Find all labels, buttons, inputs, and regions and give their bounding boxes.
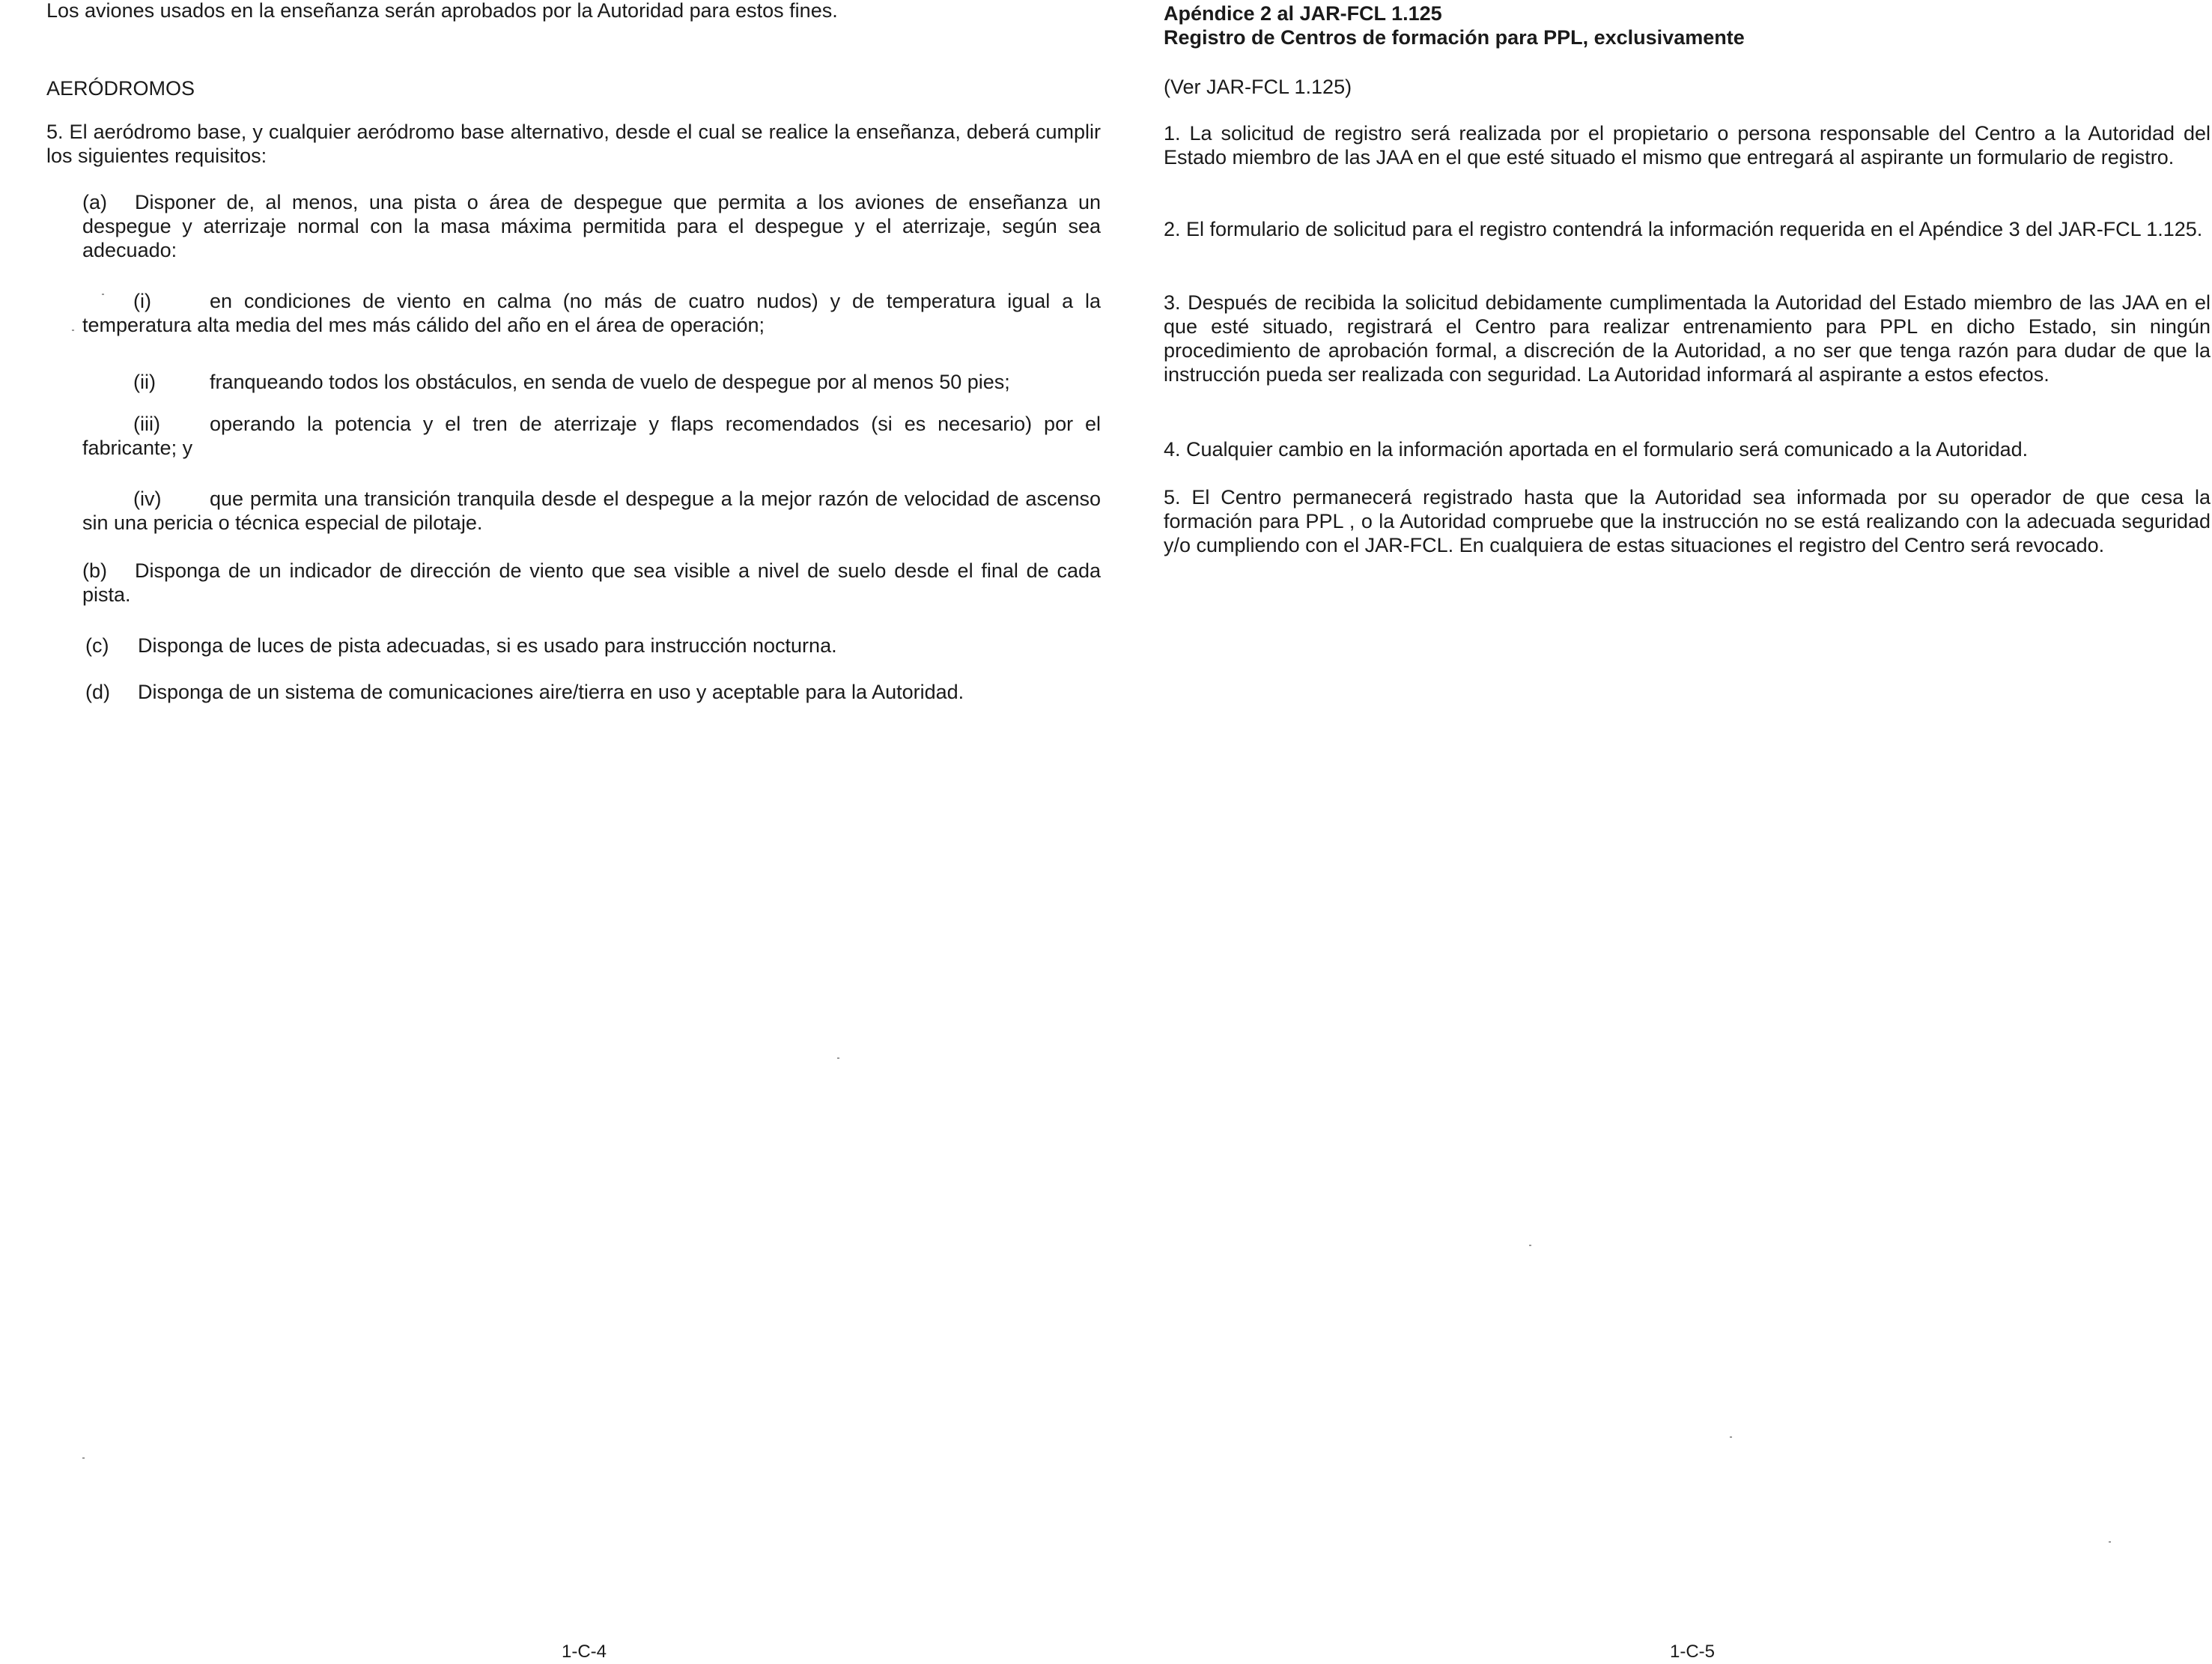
- item-c-text: Disponga de luces de pista adecuadas, si es usado para instrucción nocturna.: [138, 634, 837, 657]
- appendix-title: Apéndice 2 al JAR-FCL 1.125: [1164, 2, 1442, 25]
- item-d-text: Disponga de un sistema de comunicaciones aire/tierra en uso y aceptable para la Autoridad.: [138, 681, 964, 703]
- paragraph-5: 5. El aeródromo base, y cualquier aeródromo base alternativo, desde el cual se realice la enseñanza, deberá cumplir los siguientes requisitos:: [46, 121, 1101, 167]
- item-d-marker: (d): [85, 681, 110, 703]
- left-page: [46, 0, 1101, 1664]
- item-b: [82, 559, 1101, 607]
- paragraph-4: 4. Cualquier cambio en la información aportada en el formulario será comunicado a la Autoridad.: [1164, 438, 2029, 461]
- sub-item-ii-text: franqueando todos los obstáculos, en senda de vuelo de despegue por al menos 50 pies;: [210, 371, 1010, 393]
- page-number-left: 1-C-4: [562, 1642, 607, 1662]
- scan-speck: [72, 330, 74, 331]
- item-b-marker: (b): [82, 559, 107, 582]
- item-b-text: Disponga de un indicador de dirección de viento que sea visible a nivel de suelo desde el final de cada pista.: [82, 559, 1101, 606]
- sub-item-ii-marker: (ii): [133, 371, 156, 393]
- right-page: [1164, 0, 2211, 1664]
- sub-item-i-text: en condiciones de viento en calma (no más de cuatro nudos) y de temperatura igual a la temperatura alta media del mes más cálido del año en el área de operación;: [82, 290, 1101, 336]
- intro-paragraph: Los aviones usados en la enseñanza serán aprobados por la Autoridad para estos fines.: [46, 0, 838, 22]
- scan-speck: [102, 294, 104, 295]
- sub-item-iv-marker: (iv): [133, 488, 162, 510]
- paragraph-2: 2. El formulario de solicitud para el registro contendrá la información requerida en el Apéndice 3 del JAR-FCL 1.125.: [1164, 218, 2203, 240]
- sub-item-iv: [82, 487, 1101, 535]
- paragraph-1: 1. La solicitud de registro será realizada por el propietario o persona responsable del Centro a la Autoridad del Estado miembro de las JAA en el que esté situado el mismo que entregará al aspirante un formulario de registro.: [1164, 122, 2211, 168]
- item-a-text: Disponer de, al menos, una pista o área de despegue que permita a los aviones de enseñanza un despegue y aterrizaje normal con la masa máxima permitida para el despegue y el aterrizaje, según sea adecuado:: [82, 191, 1101, 261]
- item-a: [82, 190, 1101, 262]
- item-c-marker: (c): [85, 634, 109, 657]
- sub-item-i-marker: (i): [133, 290, 151, 312]
- reference-note: (Ver JAR-FCL 1.125): [1164, 76, 1352, 98]
- section-heading: AERÓDROMOS: [46, 77, 195, 100]
- page-number-right: 1-C-5: [1670, 1642, 1716, 1662]
- scan-speck: [82, 1457, 85, 1459]
- sub-item-iii-marker: (iii): [133, 413, 160, 435]
- paragraph-5-right: 5. El Centro permanecerá registrado hasta que la Autoridad sea informada por su operador de que cesa la formación para PPL , o la Autoridad compruebe que la instrucción no se está realizando con la adecuada seguridad y/o cumpliendo con el JAR-FCL. En cualquiera de estas situaciones el registro del Centro será revocado.: [1164, 486, 2211, 556]
- item-a-marker: (a): [82, 191, 107, 213]
- sub-item-i: [82, 289, 1101, 337]
- sub-item-iii-text: operando la potencia y el tren de aterrizaje y flaps recomendados (si es necesario) por el fabricante; y: [82, 413, 1101, 459]
- sub-item-ii: [82, 370, 1101, 394]
- sub-item-iv-text: que permita una transición tranquila desde el despegue a la mejor razón de velocidad de ascenso sin una pericia o técnica especial de pilotaje.: [82, 488, 1101, 534]
- item-c: [85, 634, 1101, 658]
- scan-speck: [837, 1057, 839, 1059]
- scan-speck: [1730, 1436, 1732, 1438]
- scan-speck: [2109, 1541, 2111, 1543]
- sub-item-iii: [82, 412, 1101, 460]
- scan-speck: [1529, 1245, 1531, 1246]
- paragraph-3: 3. Después de recibida la solicitud debidamente cumplimentada la Autoridad del Estado miembro de las JAA en el que esté situado, registrará el Centro para realizar entrenamiento para PPL en dicho Estado, sin ningún procedimiento de aprobación formal, a discreción de la Autoridad, a no ser que tenga razón para dudar de que la instrucción pueda ser realizada con seguridad. La Autoridad informará al aspirante a estos efectos.: [1164, 291, 2211, 386]
- appendix-subtitle: Registro de Centros de formación para PPL, exclusivamente: [1164, 26, 1745, 49]
- item-d: [85, 680, 1101, 704]
